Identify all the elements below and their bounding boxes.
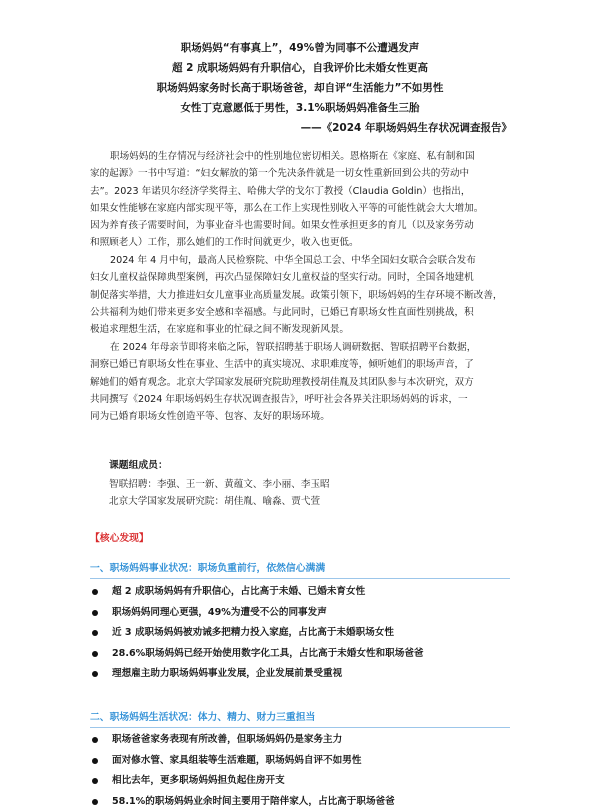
intro-paragraph-3	[90, 339, 510, 425]
team-title: 课题组成员：	[109, 457, 168, 474]
career-findings-list	[90, 582, 510, 685]
paragraph-line: 在 2024 年母亲节即将来临之际，智联招聘基于职场人调研数据、智联招聘平台数据，	[90, 339, 510, 356]
headline-4: 女性丁克意愿低于男性，3.1%职场妈妈准备生三胎	[90, 98, 510, 118]
life-findings-list	[90, 716, 510, 812]
list-item	[90, 603, 510, 624]
paragraph-line: 2024 年 4 月中旬，最高人民检察院、中华全国总工会、中华全国妇女联合会联合发布	[90, 252, 510, 269]
paragraph-line: 妇女儿童权益保障典型案例，再次凸显保障妇女儿童权益的坚实行动。同时，全国各地建机	[90, 269, 510, 286]
list-item	[90, 623, 510, 644]
finding-text: 近 3 成职场妈妈被劝诫多把精力投入家庭，占比高于未婚职场女性	[112, 627, 394, 638]
finding-text: 超 2 成职场妈妈有升职信心，占比高于未婚、已婚未育女性	[112, 586, 365, 597]
bullet-icon	[92, 758, 98, 764]
paragraph-line: 因为养育孩子需要时间，为事业奋斗也需要时间。如果女性承担更多的育儿（以及家务劳动	[90, 217, 510, 234]
list-item	[90, 792, 510, 812]
bullet-icon	[92, 737, 98, 743]
finding-text: 相比去年，更多职场妈妈担负起住房开支	[112, 775, 285, 786]
paragraph-line: 解她们的婚育观念。北京大学国家发展研究院助理教授胡佳胤及其团队参与本次研究，双方	[90, 374, 510, 391]
finding-text: 面对修水管、家具组装等生活难题，职场妈妈自评不如男性	[112, 755, 361, 766]
bullet-icon	[92, 778, 98, 784]
bullet-icon	[92, 589, 98, 595]
bullet-icon	[92, 671, 98, 677]
intro-paragraph-2	[90, 252, 510, 338]
intro-paragraph-1	[90, 148, 510, 252]
paragraph-line: 和照顾老人）工作，那么她们的工作时间就更少，收入也更低。	[90, 234, 510, 251]
list-item	[90, 771, 510, 792]
list-item	[90, 644, 510, 665]
list-item	[90, 664, 510, 685]
bullet-icon	[92, 799, 98, 805]
headline-1: 职场妈妈“有事真上”，49%曾为同事不公遭遇发声	[90, 38, 510, 58]
core-findings-label: 【核心发现】	[90, 530, 149, 547]
list-item	[90, 582, 510, 603]
paragraph-line: 公共福利为她们带来更多安全感和幸福感。与此同时，已婚已育职场女性直面性别挑战，积	[90, 304, 510, 321]
bullet-icon	[92, 630, 98, 636]
finding-text: 职场妈妈同理心更强，49%为遭受不公的同事发声	[112, 607, 327, 618]
paragraph-line: 制促落实举措，大力推进妇女儿童事业高质量发展。政策引领下，职场妈妈的生存环境不断改善，	[90, 287, 510, 304]
headline-2: 超 2 成职场妈妈有升职信心，自我评价比未婚女性更高	[90, 58, 510, 78]
list-item	[90, 751, 510, 772]
paragraph-line: 如果女性能够在家庭内部实现平等，那么在工作上实现性别收入平等的可能性就会大大增加。	[90, 200, 510, 217]
paragraph-line: 极追求理想生活，在家庭和事业的忙碌之间不断发现新风景。	[90, 321, 510, 338]
paragraph-line: 同为已婚育职场女性创造平等、包容、友好的职场环境。	[90, 408, 510, 425]
section-title-career: 一、职场妈妈事业状况：职场负重前行，依然信心满满	[90, 560, 325, 577]
paragraph-line: 共同撰写《2024 年职场妈妈生存状况调查报告》，呼吁社会各界关注职场妈妈的诉求，一	[90, 391, 510, 408]
paragraph-line: 去”。2023 年诺贝尔经济学奖得主、哈佛大学的戈尔丁教授（Claudia Goldin）也指出，	[90, 183, 510, 200]
finding-text: 职场爸爸家务表现有所改善，但职场妈妈仍是家务主力	[112, 734, 342, 745]
paragraph-line: 家的起源》一书中写道：“妇女解放的第一个先决条件就是一切女性重新回到公共的劳动中	[90, 165, 510, 182]
list-item	[90, 730, 510, 751]
section-divider	[90, 578, 510, 579]
bullet-icon	[92, 651, 98, 657]
team-pku: 北京大学国家发展研究院：胡佳胤、喻淼、贾弋萱	[109, 493, 320, 510]
team-zhilian: 智联招聘：李强、王一新、黄蕴文、李小丽、李玉昭	[109, 476, 330, 493]
section-title-life: 二、职场妈妈生活状况：体力、精力、财力三重担当	[90, 709, 315, 726]
report-source: ——《2024 年职场妈妈生存状况调查报告》	[301, 118, 512, 138]
paragraph-line: 洞察已婚已育职场女性在事业、生活中的真实境况、求职难度等，倾听她们的职场声音，了	[90, 356, 510, 373]
headline-3: 职场妈妈家务时长高于职场爸爸，却自评“生活能力”不如男性	[90, 78, 510, 98]
bullet-icon	[92, 610, 98, 616]
paragraph-line: 职场妈妈的生存情况与经济社会中的性别地位密切相关。恩格斯在《家庭、私有制和国	[90, 148, 510, 165]
finding-text: 58.1%的职场妈妈业余时间主要用于陪伴家人，占比高于职场爸爸	[112, 796, 395, 807]
finding-text: 28.6%职场妈妈已经开始使用数字化工具，占比高于未婚女性和职场爸爸	[112, 648, 424, 659]
finding-text: 理想雇主助力职场妈妈事业发展，企业发展前景受重视	[112, 668, 342, 679]
